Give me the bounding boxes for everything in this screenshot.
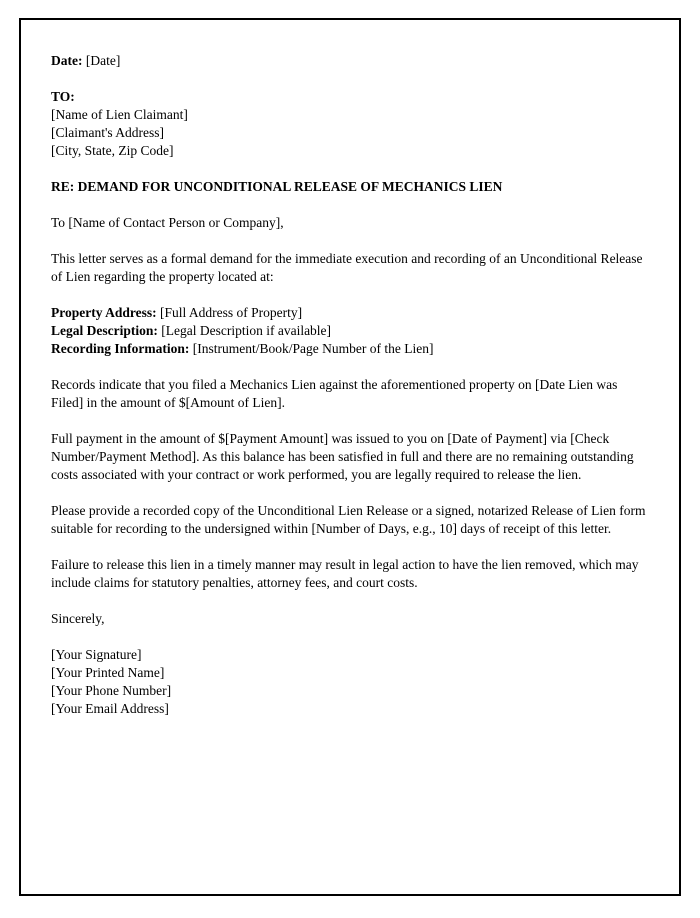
date-label: Date: [51,53,83,68]
recipient-block [51,88,649,160]
recording-information-label: Recording Information: [51,341,190,356]
payment-paragraph: Full payment in the amount of $[Payment Amount] was issued to you on [Date of Payment] via [Check Number/Payment Method]. As this balance has been satisfied in full and there are no remaining outstanding costs associated with your contract or work performed, you are legally required to release the lien. [51,431,634,482]
records-paragraph: Records indicate that you filed a Mechanics Lien against the aforementioned property on [Date Lien was Filed] in the amount of $[Amount of Lien]. [51,377,618,410]
printed-name-line: [Your Printed Name] [51,665,165,680]
signature-block [51,646,649,718]
recipient-address: [Claimant's Address] [51,125,165,140]
salutation: To [Name of Contact Person or Company], [51,215,284,230]
recording-information-line [51,340,649,358]
closing: Sincerely, [51,611,105,626]
subject-line: RE: DEMAND FOR UNCONDITIONAL RELEASE OF MECHANICS LIEN [51,179,503,194]
recipient-city-state-zip: [City, State, Zip Code] [51,143,174,158]
intro-paragraph: This letter serves as a formal demand for the immediate execution and recording of an Unconditional Release of Lien regarding the property located at: [51,251,643,284]
property-address-label: Property Address: [51,305,157,320]
warning-paragraph: Failure to release this lien in a timely manner may result in legal action to have the lien removed, which may include claims for statutory penalties, attorney fees, and court costs. [51,557,639,590]
recording-information-value: [Instrument/Book/Page Number of the Lien] [189,341,434,356]
phone-number-line: [Your Phone Number] [51,683,172,698]
recipient-name: [Name of Lien Claimant] [51,107,188,122]
request-paragraph: Please provide a recorded copy of the Unconditional Lien Release or a signed, notarized Release of Lien form suitable for recording to the undersigned within [Number of Days, e.g., 10] days of receipt of this letter. [51,503,646,536]
property-address-line [51,304,649,322]
legal-description-value: [Legal Description if available] [157,323,332,338]
property-address-value: [Full Address of Property] [156,305,303,320]
property-details-block [51,304,649,358]
to-label: TO: [51,89,75,104]
date-value: [Date] [82,53,121,68]
signature-line: [Your Signature] [51,647,142,662]
email-address-line: [Your Email Address] [51,701,169,716]
legal-description-label: Legal Description: [51,323,158,338]
date-line [51,52,649,70]
legal-description-line [51,322,649,340]
letter-page [19,18,681,896]
